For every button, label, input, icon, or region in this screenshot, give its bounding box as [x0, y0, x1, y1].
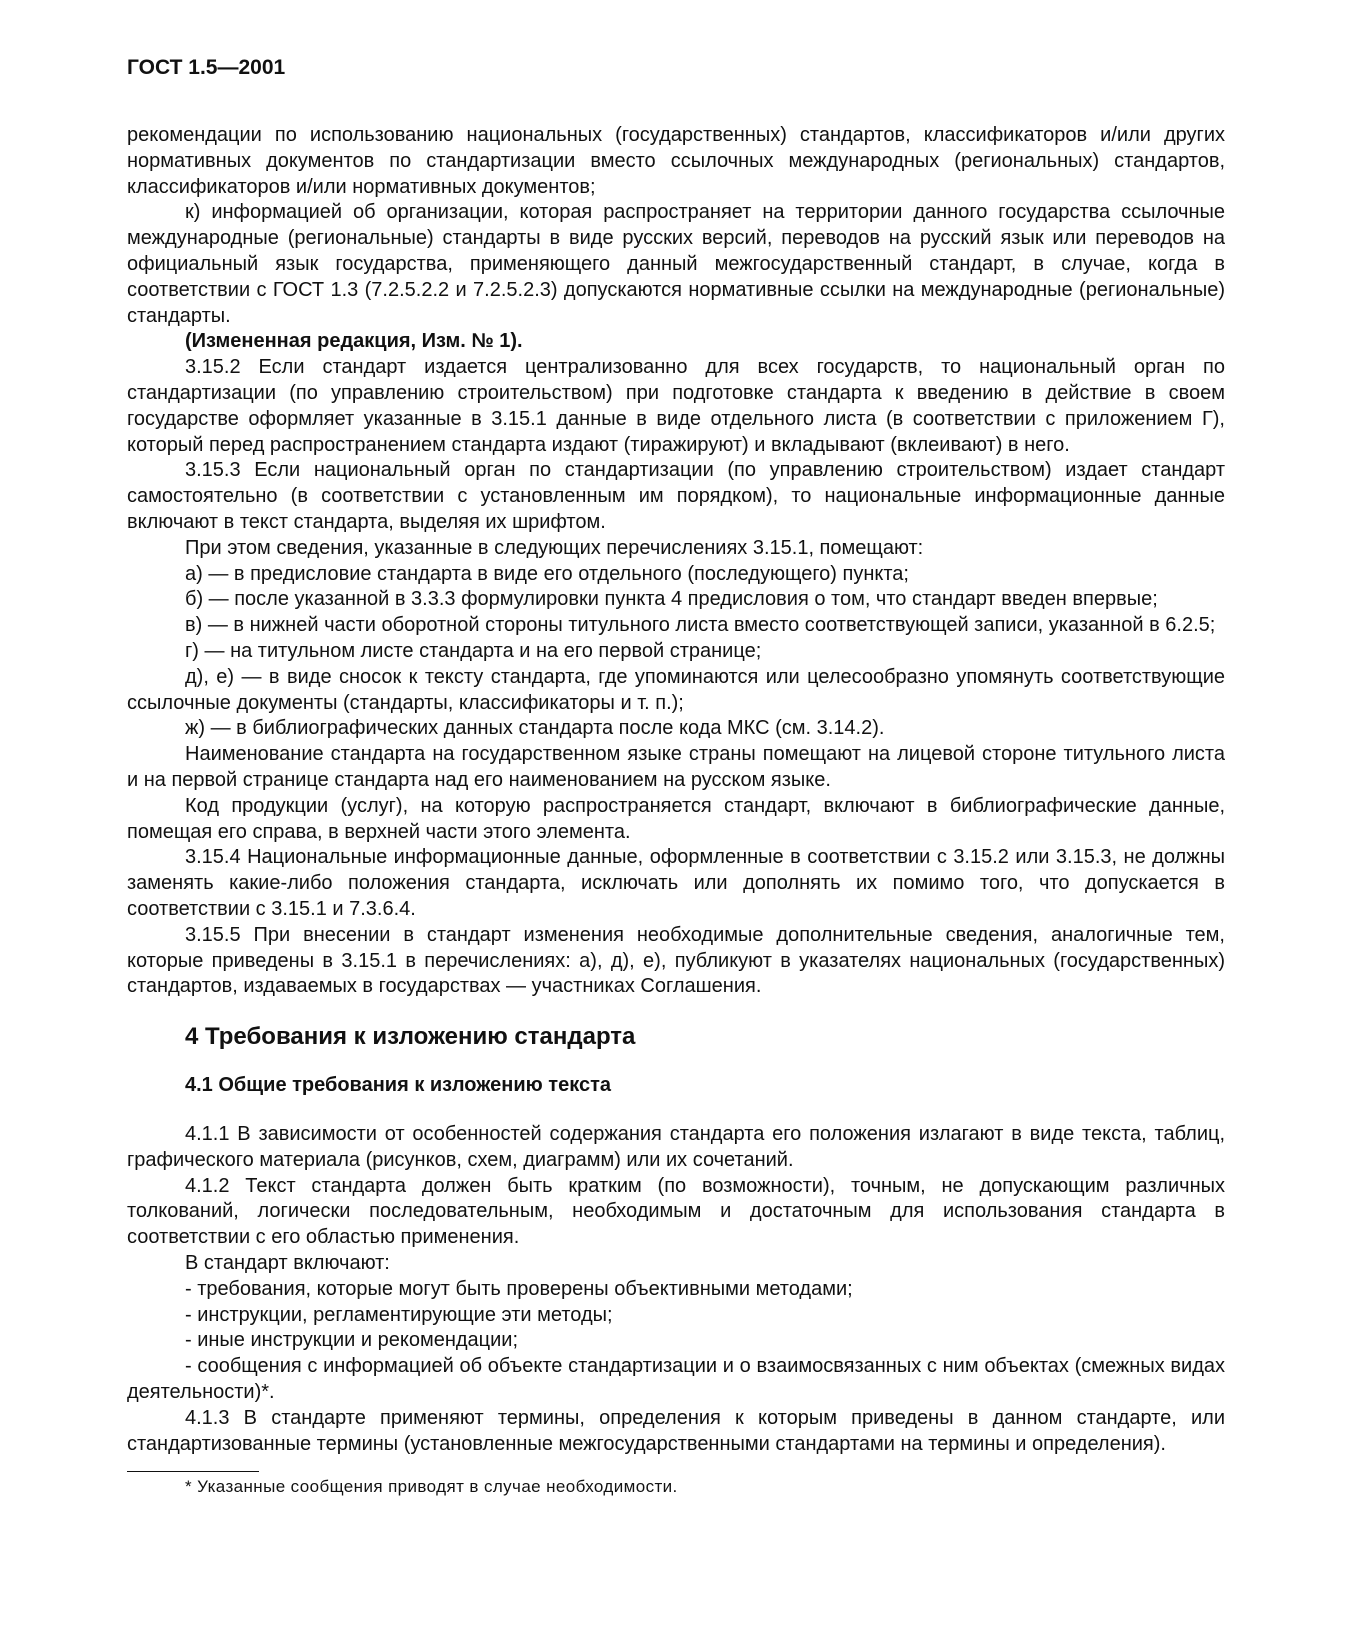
list-item-b: б) — после указанной в 3.3.3 формулировки пункта 4 предисловия о том, что стандарт введен впервые;	[185, 588, 1158, 611]
clause-3-15-5: 3.15.5 При внесении в стандарт изменения необходимые дополнительные сведения, аналогичные тем, которые приведены в 3.15.1 в перечислениях: а), д), е), публикуют в указателях национальных (государственных) стандартов, издаваемых в государствах — участниках Соглашения.	[127, 923, 1225, 998]
clause-4-1-2: 4.1.2 Текст стандарта должен быть кратким (по возможности), точным, не допускающим различных толкований, логически последовательным, необходимым и достаточным для использования стандарта в соответствии с его областью применения.	[127, 1174, 1225, 1249]
paragraph-placement-intro: При этом сведения, указанные в следующих перечислениях 3.15.1, помещают:	[185, 536, 924, 559]
list-item-requirements: - требования, которые могут быть проверены объективными методами;	[185, 1277, 853, 1300]
subsection-title: 4.1 Общие требования к изложению текста	[185, 1074, 612, 1097]
list-item-a: а) — в предисловие стандарта в виде его отдельного (последующего) пункта;	[185, 562, 909, 585]
list-item-d-e: д), е) — в виде сносок к тексту стандарта, где упоминаются или целесообразно упомянуть соответствующие ссылочные документы (стандарты, классификаторы и т. п.);	[127, 665, 1225, 714]
clause-4-1-1: 4.1.1 В зависимости от особенностей содержания стандарта его положения излагают в виде текста, таблиц, графического материала (рисунков, схем, диаграмм) или их сочетаний.	[127, 1123, 1225, 1171]
clause-3-15-2: 3.15.2 Если стандарт издается централизованно для всех государств, то национальный орган по стандартизации (по управлению строительством) при подготовке стандарта к введению в действие в своем государстве оформляет указанные в 3.15.1 данные в виде отдельного листа (в соответствии с приложением Г), который перед распространением стандарта издают (тиражируют) и вкладывают (вклеивают) в него.	[127, 356, 1225, 456]
list-item-v: в) — в нижней части оборотной стороны титульного листа вместо соответствующей записи, указанной в 6.2.5;	[185, 614, 1216, 637]
footnote-divider	[127, 1471, 259, 1472]
amendment-note: (Измененная редакция, Изм. № 1).	[185, 330, 523, 353]
clause-3-15-3: 3.15.3 Если национальный орган по стандартизации (по управлению строительством) издает стандарт самостоятельно (в соответствии с установленным им порядком), то национальные информационные данные включают в текст стандарта, выделяя их шрифтом.	[127, 459, 1225, 533]
list-item-instructions: - инструкции, регламентирующие эти методы;	[185, 1303, 613, 1326]
footnote: * Указанные сообщения приводят в случае необходимости.	[185, 1477, 678, 1497]
page-content	[127, 56, 1225, 1498]
list-item-other-instructions: - иные инструкции и рекомендации;	[185, 1329, 519, 1352]
clause-4-1-3: 4.1.3 В стандарте применяют термины, определения к которым приведены в данном стандарте, или стандартизованные термины (установленные межгосударственными стандартами на термины и определения).	[127, 1406, 1225, 1455]
clause-3-15-4: 3.15.4 Национальные информационные данные, оформленные в соответствии с 3.15.2 или 3.15.3, не должны заменять какие-либо положения стандарта, исключать или дополнять их помимо того, что допускается в соответствии с 3.15.1 и 7.3.6.4.	[127, 846, 1225, 920]
paragraph-continuation: рекомендации по использованию национальных (государственных) стандартов, классификаторов и/или других нормативных документов по стандартизации вместо ссылочных международных (региональных) стандартов, классификаторов и/или нормативных документов;	[127, 124, 1225, 198]
section-title: 4 Требования к изложению стандарта	[185, 1023, 636, 1051]
paragraph-standard-includes: В стандарт включают:	[185, 1252, 390, 1275]
paragraph-product-code: Код продукции (услуг), на которую распространяется стандарт, включают в библиографические данные, помещая его справа, в верхней части этого элемента.	[127, 794, 1225, 843]
list-item-k: к) информацией об организации, которая распространяет на территории данного государства ссылочные международные (региональные) стандарты в виде русских версий, переводов на русский язык или переводов на официальный язык государства, применяющего данный межгосударственный стандарт, в случае, когда в соответствии с ГОСТ 1.3 (7.2.5.2.2 и 7.2.5.2.3) допускаются нормативные ссылки на международные (региональные) стандарты.	[127, 201, 1225, 327]
list-item-zh: ж) — в библиографических данных стандарта после кода МКС (см. 3.14.2).	[185, 717, 885, 740]
list-item-messages: - сообщения с информацией об объекте стандартизации и о взаимосвязанных с ним объектах (смежных видах деятельности)*.	[127, 1355, 1225, 1404]
paragraph-standard-name: Наименование стандарта на государственном языке страны помещают на лицевой стороне титульного листа и на первой странице стандарта над его наименованием на русском языке.	[127, 743, 1225, 791]
page-header-doc-code: ГОСТ 1.5—2001	[127, 56, 286, 79]
list-item-g: г) — на титульном листе стандарта и на его первой странице;	[185, 639, 762, 662]
